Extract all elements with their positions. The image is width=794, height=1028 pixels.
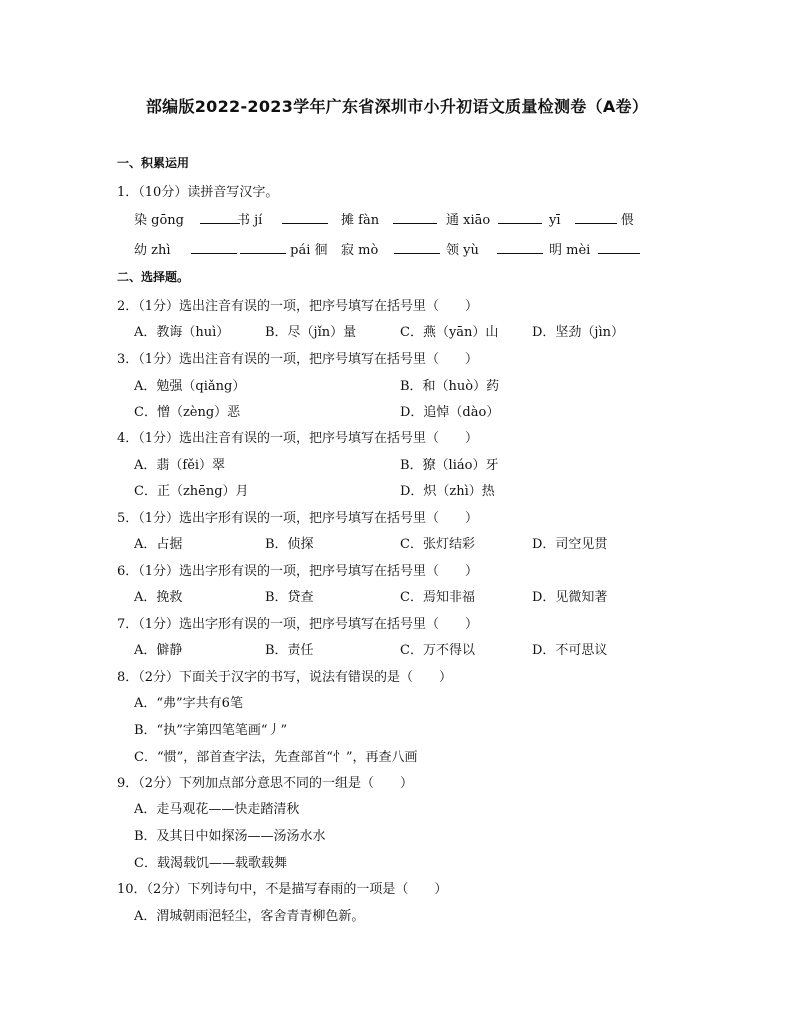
question-6-stem: 6．（1分）选出字形有误的一项，把序号填写在括号里（ ） <box>117 564 479 579</box>
question-3-stem: 3．（1分）选出注音有误的一项，把序号填写在括号里（ ） <box>117 352 479 367</box>
q3-option-b[interactable]: B．和（huò）药 <box>400 379 500 394</box>
question-1-stem: 1．（10分）读拼音写汉字。 <box>117 185 279 200</box>
question-8-stem: 8．（2分）下面关于汉字的书写，说法有错误的是（ ） <box>117 670 453 685</box>
pinyin-item: yī 偎 <box>549 213 634 228</box>
answer-blank[interactable] <box>394 241 440 254</box>
answer-blank[interactable] <box>191 241 237 254</box>
section-heading-1: 一、积累运用 <box>117 156 190 170</box>
q10-option-a[interactable]: A．渭城朝雨浥轻尘，客舍青青柳色新。 <box>134 909 365 924</box>
question-7-stem: 7．（1分）选出字形有误的一项，把序号填写在括号里（ ） <box>117 617 479 632</box>
q6-option-c[interactable]: C．焉知非福 <box>400 590 475 605</box>
pinyin-item: pái 徊 <box>240 239 328 258</box>
section-heading-2: 二、选择题。 <box>117 270 190 284</box>
q4-option-d[interactable]: D．炽（zhì）热 <box>400 484 495 499</box>
q2-option-c[interactable]: C．燕（yān）山 <box>400 325 499 340</box>
q6-option-a[interactable]: A．挽救 <box>134 590 183 605</box>
q4-option-c[interactable]: C．正（zhēng）月 <box>134 484 249 499</box>
answer-blank[interactable] <box>200 211 240 224</box>
q7-option-c[interactable]: C．万不得以 <box>400 643 475 658</box>
question-2-stem: 2．（1分）选出注音有误的一项，把序号填写在括号里（ ） <box>117 299 479 314</box>
question-10-stem: 10．（2分）下列诗句中，不是描写春雨的一项是（ ） <box>117 882 448 897</box>
q5-option-b[interactable]: B．侦探 <box>265 537 314 552</box>
pinyin-item: 幼 zhì <box>134 239 237 258</box>
answer-blank[interactable] <box>240 241 286 254</box>
pinyin-item: 染 gōng <box>134 209 240 228</box>
q5-option-d[interactable]: D．司空见贯 <box>532 537 608 552</box>
page-title: 部编版2022-2023学年广东省深圳市小升初语文质量检测卷（A卷） <box>145 97 649 116</box>
q2-option-a[interactable]: A．教诲（huì） <box>134 325 230 340</box>
answer-blank[interactable] <box>282 211 328 224</box>
pinyin-item: 摊 fàn <box>341 209 437 228</box>
q6-option-b[interactable]: B．贷查 <box>265 590 314 605</box>
pinyin-item: 通 xiāo <box>446 209 542 228</box>
q2-option-b[interactable]: B．尽（jǐn）量 <box>265 325 357 340</box>
answer-blank[interactable] <box>497 241 543 254</box>
q7-option-d[interactable]: D．不可思议 <box>532 643 608 658</box>
answer-blank[interactable] <box>598 241 640 254</box>
q8-option-b[interactable]: B．“执”字第四笔笔画“丿” <box>134 723 288 738</box>
pinyin-item: 寂 mò <box>341 239 440 258</box>
q4-option-a[interactable]: A．翡（fěi）翠 <box>134 458 226 473</box>
q4-option-b[interactable]: B．獠（liáo）牙 <box>400 458 499 473</box>
pinyin-item: 书 jí <box>237 209 328 228</box>
answer-blank[interactable] <box>498 211 542 224</box>
pinyin-item: 明 mèi <box>549 239 640 258</box>
q9-option-b[interactable]: B．及其日中如探汤——汤汤水水 <box>134 829 326 844</box>
q3-option-d[interactable]: D．追悼（dào） <box>400 405 500 420</box>
pinyin-item: 领 yù <box>446 239 543 258</box>
q7-option-a[interactable]: A．僻静 <box>134 643 183 658</box>
question-9-stem: 9．（2分）下列加点部分意思不同的一组是（ ） <box>117 776 414 791</box>
q9-option-a[interactable]: A．走马观花——快走踏清秋 <box>134 802 300 817</box>
q8-option-c[interactable]: C．“惯”，部首查字法，先查部首“忄”，再查八画 <box>134 750 418 765</box>
q5-option-c[interactable]: C．张灯结彩 <box>400 537 475 552</box>
q5-option-a[interactable]: A．占据 <box>134 537 183 552</box>
q7-option-b[interactable]: B．责任 <box>265 643 314 658</box>
q6-option-d[interactable]: D．见微知著 <box>532 590 608 605</box>
question-4-stem: 4．（1分）选出注音有误的一项，把序号填写在括号里（ ） <box>117 431 479 446</box>
question-5-stem: 5．（1分）选出字形有误的一项，把序号填写在括号里（ ） <box>117 511 479 526</box>
answer-blank[interactable] <box>393 211 437 224</box>
q8-option-a[interactable]: A．“弗”字共有6笔 <box>134 696 243 711</box>
q3-option-c[interactable]: C．憎（zèng）恶 <box>134 405 241 420</box>
q3-option-a[interactable]: A．勉强（qiǎng） <box>134 379 246 394</box>
answer-blank[interactable] <box>575 211 617 224</box>
q9-option-c[interactable]: C．载渴载饥——载歌载舞 <box>134 856 287 871</box>
q2-option-d[interactable]: D．坚劲（jìn） <box>532 325 624 340</box>
